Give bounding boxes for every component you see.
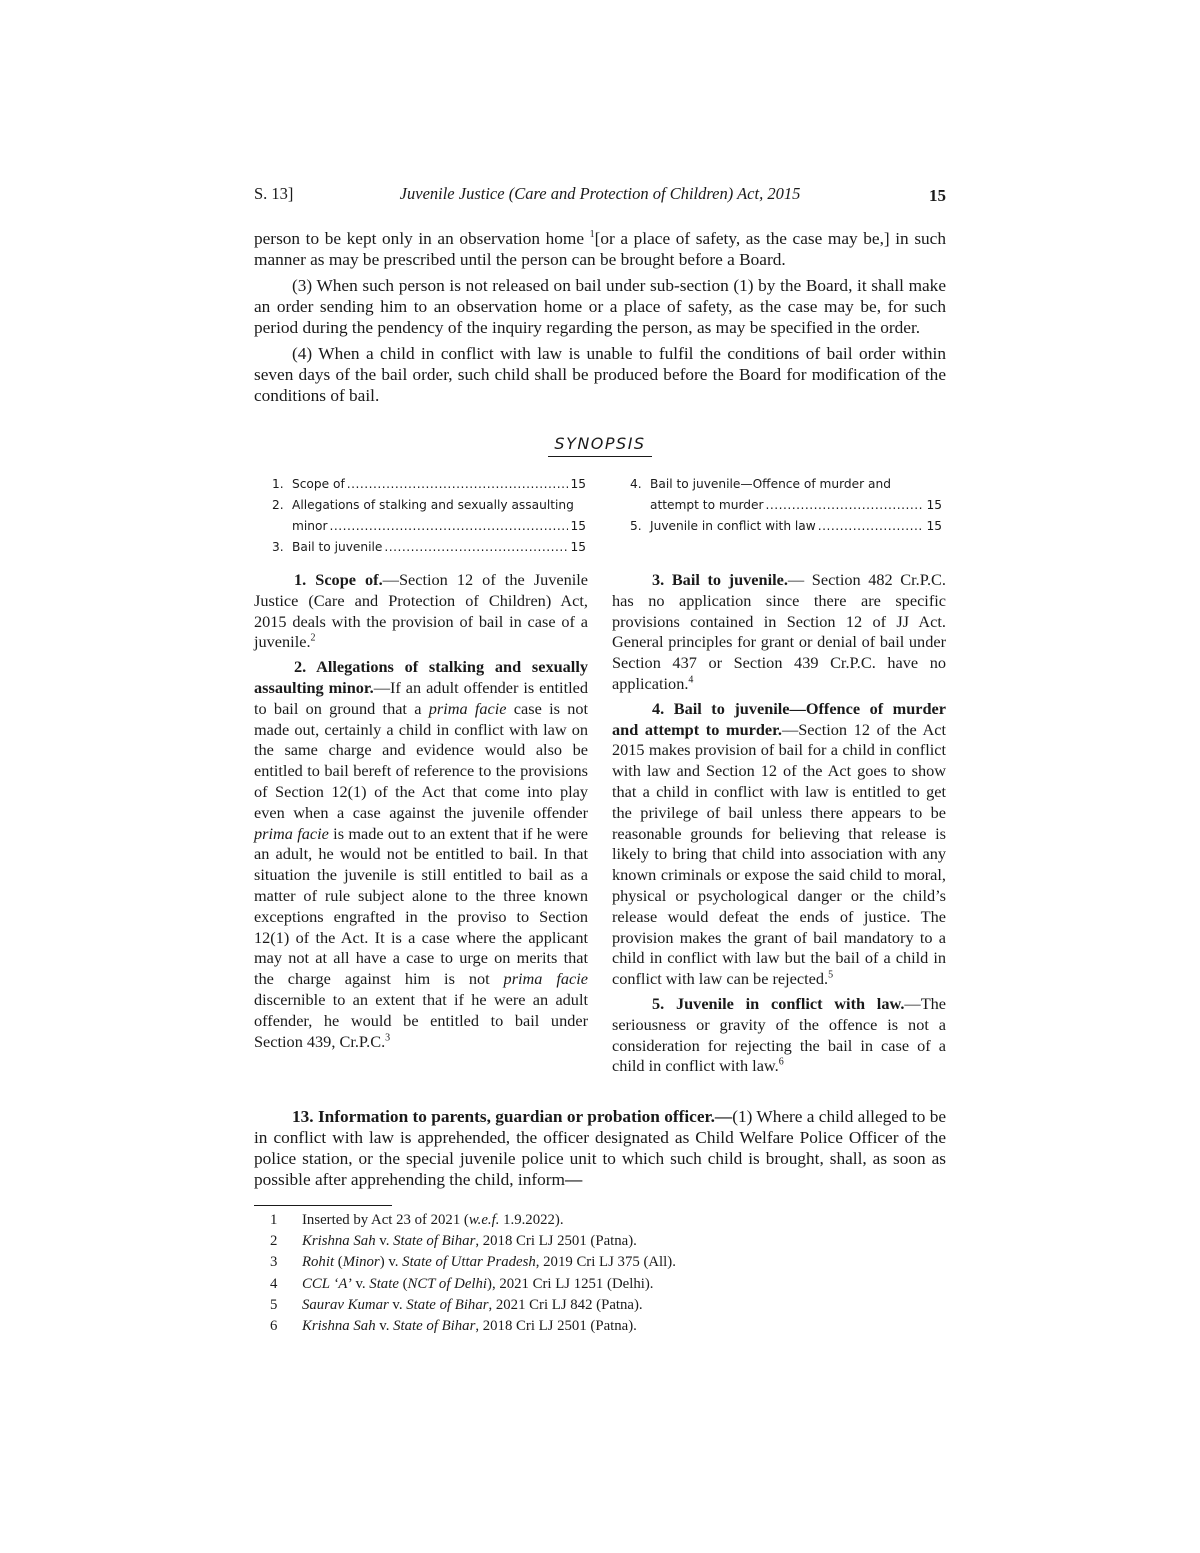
footnote-ref: 1 <box>589 229 595 241</box>
section-heading: 13. Information to parents, guardian or probation officer.— <box>292 1107 733 1126</box>
commentary-heading: 5. Juvenile in conflict with law. <box>652 993 905 1013</box>
synopsis-list-left <box>272 474 586 558</box>
section-13 <box>254 1106 946 1190</box>
section-marker: S. 13] <box>254 184 294 203</box>
footnote: 5 Saurav Kumar v. State of Bihar, 2021 Cri LJ 842 (Patna). <box>270 1296 643 1313</box>
section-13-paragraph: 13. Information to parents, guardian or probation officer.—(1) Where a child alleged to be in conflict with law is apprehended, the officer designated as Child Welfare Police Officer of the police station, or the special juvenile police unit to which such child is brought, shall, as soon as possible after apprehending the child, inform— <box>254 1107 947 1189</box>
footnote-ref: 4 <box>688 674 694 686</box>
footnote: 2 Krishna Sah v. State of Bihar, 2018 Cri LJ 2501 (Patna). <box>270 1233 637 1250</box>
footnote: 1 Inserted by Act 23 of 2021 (w.e.f. 1.9.2022). <box>270 1212 564 1228</box>
book-page <box>254 0 946 1553</box>
synopsis-heading: SYNOPSIS <box>254 434 946 457</box>
footnotes <box>254 1210 946 1337</box>
commentary-paragraph: 3. Bail to juvenile.— Section 482 Cr.P.C. has no application since there are specific provisions contained in Section 12 of JJ Act. General principles for grant or denial of bail under Section 437 or Section 439 Cr.P.C. have no application.$^4$ <box>612 570 946 693</box>
commentary-column-right <box>612 570 946 1081</box>
synopsis-item: 3. Bail to juvenile ..... 15 <box>272 537 586 558</box>
footnote-ref: 5 <box>828 969 834 981</box>
synopsis-item: 1. Scope of ..... 15 <box>272 474 586 495</box>
commentary-paragraph: 1. Scope of.—Section 12 of the Juvenile Justice (Care and Protection of Children) Act, 2015 deals with the provision of bail in case of a juvenile.$^2$ <box>254 570 589 652</box>
statute-text <box>254 228 946 411</box>
commentary-heading: 2. Allegations of stalking and sexually assaulting minor. <box>254 657 588 697</box>
commentary-paragraph: 4. Bail to juvenile—Offence of murder and attempt to murder.—Section 12 of the Act 2015 makes provision of bail for a child in conflict with law and Section 12 of the Act goes to show that a child in conflict with law is entitled to get the privilege of bail unless there appears to be reasonable grounds for believing that release is likely to bring that child into association with any known criminals or expose the said child to moral, physical or psychological danger or the child’s release would defeat the ends of justice. The provision makes the grant of bail mandatory to a child in conflict with law but the bail of a child in conflict with law can be rejected.$^5$ <box>612 698 946 989</box>
synopsis-item: 5. Juvenile in conflict with law ..... 15 <box>630 516 942 537</box>
subsection-3: (3) When such person is not released on bail under sub-section (1) by the Board, it shall make an order sending him to an observation home or a place of safety, as the case may be, for such period during the pendency of the inquiry regarding the person, as may be specified in the order. <box>254 276 946 337</box>
footnote-ref: 3 <box>385 1032 391 1044</box>
footnote-ref: 2 <box>310 632 316 644</box>
footnote-ref: 6 <box>778 1056 784 1068</box>
page-number: 15 <box>929 186 946 205</box>
commentary-heading: 1. Scope of. <box>294 570 383 589</box>
commentary-paragraph: 2. Allegations of stalking and sexually assaulting minor.—If an adult offender is entitled to bail on ground that a prima facie case is not made out, certainly a child in conflict with law on the same charge and evidence would also be entitled to bail bereft of reference to the provisions of Section 12(1) of the Act that come into play even when a case against the juvenile offender prima facie is made out to an extent that if he were an adult, he would not be entitled to bail. In that situation the juvenile is still entitled to bail as a matter of rule subject alone to the three known exceptions engrafted in the proviso to Section 12(1) of the Act. It is a case where the applicant may not at all have a case to urge on merits that the charge against him is not prima facie discernible to an extent that if he were an adult offender, he would be entitled to bail under Section 439, Cr.P.C.$^3$ <box>254 657 589 1051</box>
subsection-4: (4) When a child in conflict with law is unable to fulfil the conditions of bail order within seven days of the bail order, such child shall be produced before the Board for modification of the conditions of bail. <box>254 344 946 405</box>
footnote: 4 CCL ‘A’ v. State (NCT of Delhi), 2021 Cri LJ 1251 (Delhi). <box>270 1275 654 1292</box>
commentary-heading: 4. Bail to juvenile—Offence of murder and attempt to murder. <box>612 698 946 739</box>
running-head <box>254 184 946 208</box>
footnote-divider <box>254 1205 392 1206</box>
statute-paragraph: person to be kept only in an observation home $^1$[or a place of safety, as the case may be,] in such manner as may be prescribed until the person can be brought before a Board. <box>254 229 946 269</box>
commentary-paragraph: 5. Juvenile in conflict with law.—The seriousness or gravity of the offence is not a consideration for rejecting the bail in case of a child in conflict with law.$^6$ <box>612 993 946 1076</box>
synopsis-item: 2. Allegations of stalking and sexually assaulting minor ..... 15 <box>272 495 586 537</box>
running-title: Juvenile Justice (Care and Protection of Children) Act, 2015 <box>399 184 801 203</box>
commentary-heading: 3. Bail to juvenile. <box>652 570 788 589</box>
footnote: 3 Rohit (Minor) v. State of Uttar Pradesh, 2019 Cri LJ 375 (All). <box>270 1254 676 1271</box>
commentary-column-left <box>254 570 588 1056</box>
synopsis-list-right <box>630 474 942 537</box>
synopsis-item: 4. Bail to juvenile—Offence of murder and attempt to murder ..... 15 <box>630 474 942 516</box>
footnote: 6 Krishna Sah v. State of Bihar, 2018 Cri LJ 2501 (Patna). <box>270 1318 637 1335</box>
